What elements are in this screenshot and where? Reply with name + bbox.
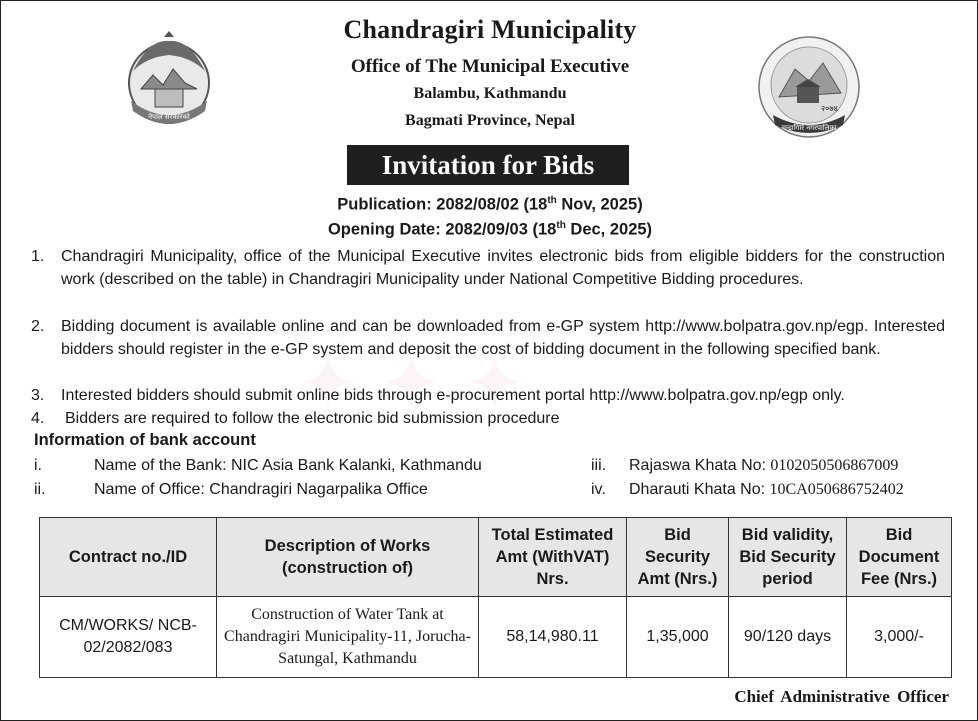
description-cell: Construction of Water Tank at Chandragiri Municipality-11, Jorucha-Satungal, Kathmandu xyxy=(217,597,479,678)
publication-open-paren: ( xyxy=(523,195,529,214)
opening-day: 18 xyxy=(538,220,557,239)
rajaswa-number: 0102050506867009 xyxy=(770,457,899,474)
validity-cell: 90/120 days xyxy=(729,597,847,678)
publication-date-bs: 2082/08/02 xyxy=(436,195,519,214)
clause-text: Bidding document is available online and can be downloaded from e-GP system http://www.bolpatra.gov.np/egp. Interested bidders should register in the e-GP system and deposit the cost of bidding document in the following specified bank. xyxy=(61,318,945,358)
opening-date-line xyxy=(1,220,978,240)
clause-number: 3. xyxy=(31,387,45,404)
opening-label: Opening Date: xyxy=(327,220,441,239)
account-office-name: Name of Office: Chandragiri Nagarpalika Office xyxy=(94,481,428,498)
col-estimated-amount: Total Estimated Amt (WithVAT) Nrs. xyxy=(479,518,627,597)
bank-info-title: Information of bank account xyxy=(34,431,256,449)
row-number: i. xyxy=(34,457,42,474)
rajaswa-label: Rajaswa Khata No: xyxy=(629,457,766,474)
opening-open-paren: ( xyxy=(532,220,538,239)
col-contract-id: Contract no./ID xyxy=(40,518,217,597)
security-cell: 1,35,000 xyxy=(627,597,729,678)
office-name: Office of The Municipal Executive xyxy=(350,56,630,77)
left-emblem-text: नेपाल सरकारको xyxy=(148,113,190,121)
row-number: iv. xyxy=(591,481,606,498)
publication-ordinal: th xyxy=(547,195,557,206)
clause-text: Chandragiri Municipality, office of the Municipal Executive invites electronic bids from eligible bidders for the construction work (described on the table) in Chandragiri Municipality under National Competitive Bidding procedures. xyxy=(61,248,945,288)
publication-date-ad: Nov, 2025) xyxy=(561,195,643,214)
table-row xyxy=(40,597,952,678)
clause-number: 2. xyxy=(31,318,45,335)
works-table xyxy=(39,517,952,678)
amount-cell: 58,14,980.11 xyxy=(479,597,627,678)
clause-number: 4. xyxy=(31,410,45,427)
row-number: ii. xyxy=(34,481,46,498)
clause-number: 1. xyxy=(31,248,45,265)
table-header-row xyxy=(40,518,952,597)
opening-date-bs: 2082/09/03 xyxy=(445,220,528,239)
opening-date-ad: Dec, 2025) xyxy=(570,220,653,239)
clause-text: Bidders are required to follow the electronic bid submission procedure xyxy=(65,410,560,427)
col-document-fee: Bid Document Fee (Nrs.) xyxy=(847,518,952,597)
dharauti-label: Dharauti Khata No: xyxy=(629,481,766,498)
right-emblem-year: २०७४ xyxy=(821,104,838,113)
col-description: Description of Works (construction of) xyxy=(217,518,479,597)
col-bid-security: Bid Security Amt (Nrs.) xyxy=(627,518,729,597)
publication-line xyxy=(1,195,978,215)
municipality-title: Chandragiri Municipality xyxy=(343,15,637,44)
contract-id-cell: CM/WORKS/ NCB-02/2082/083 xyxy=(40,597,217,678)
row-number: iii. xyxy=(591,457,607,474)
watermark: ✦ ✦ ✦ xyxy=(301,347,528,419)
opening-ordinal: th xyxy=(556,220,566,231)
bank-name: Name of the Bank: NIC Asia Bank Kalanki, Kathmandu xyxy=(94,457,482,474)
col-bid-validity: Bid validity, Bid Security period xyxy=(729,518,847,597)
clause-text: Interested bidders should submit online bids through e-procurement portal http://www.bolpatra.gov.np/egp only. xyxy=(61,387,845,404)
right-emblem-text: चन्द्रागिरि नगरपालिका xyxy=(781,124,837,132)
publication-day: 18 xyxy=(528,195,548,214)
office-address: Balambu, Kathmandu xyxy=(413,85,567,102)
signatory-title: Chief Administrative Officer xyxy=(734,687,949,706)
fee-cell: 3,000/- xyxy=(847,597,952,678)
publication-label: Publication: xyxy=(337,195,432,214)
office-province: Bagmati Province, Nepal xyxy=(405,112,575,129)
dharauti-number: 10CA050686752402 xyxy=(769,481,904,498)
notice-banner: Invitation for Bids xyxy=(347,145,629,185)
